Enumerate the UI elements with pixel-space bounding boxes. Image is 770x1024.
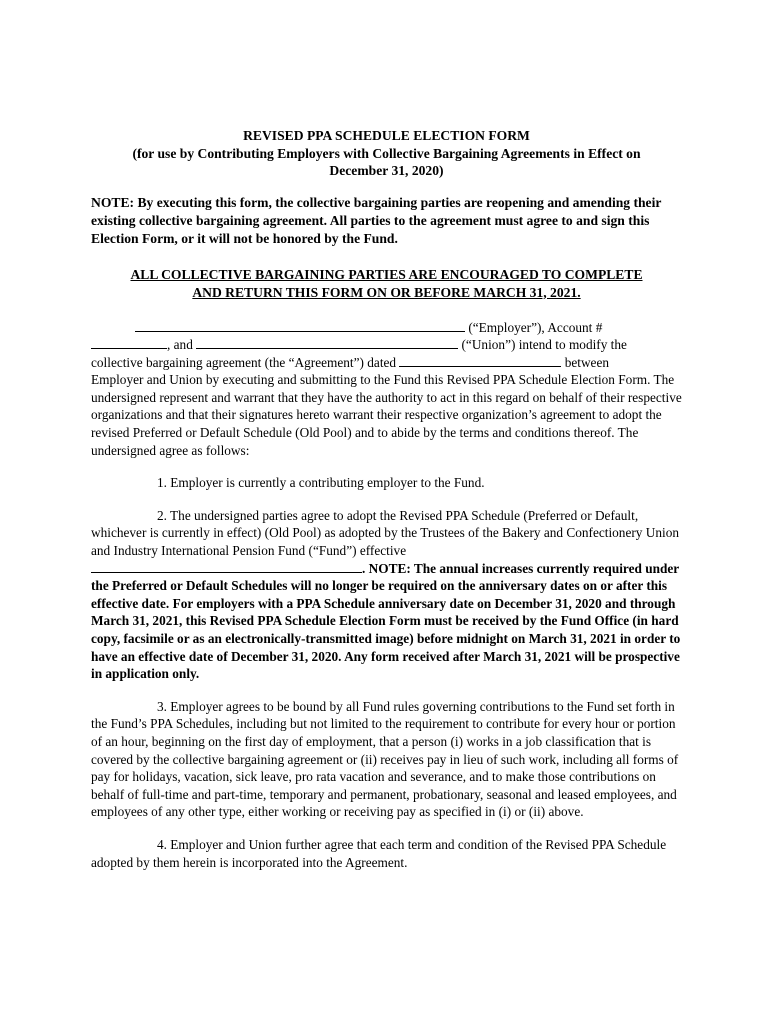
list-item-4: [91, 836, 682, 871]
deadline-notice-line1: ALL COLLECTIVE BARGAINING PARTIES ARE ENCOURAGED TO COMPLETE: [130, 266, 643, 282]
intro-paragraph: [91, 319, 682, 460]
union-label: (“Union”) intend to modify the: [458, 337, 627, 353]
deadline-notice-line2: AND RETURN THIS FORM ON OR BEFORE MARCH 31, 2021.: [192, 284, 581, 300]
union-name-field[interactable]: [196, 336, 458, 349]
agreement-date-field[interactable]: [399, 354, 561, 367]
effective-date-field[interactable]: [91, 560, 362, 573]
form-subtitle-line2: December 31, 2020): [329, 163, 444, 178]
account-number-field[interactable]: [91, 336, 167, 349]
list-item-2: [91, 507, 682, 683]
form-title: REVISED PPA SCHEDULE ELECTION FORM: [243, 128, 530, 143]
between-label: between: [561, 354, 610, 370]
intro-body-text: Employer and Union by executing and submitting to the Fund this Revised PPA Schedule Election Form. The undersigned represent and warrant that they have the authority to act in this regard on behalf of their respective organizations and that their signatures hereto warrant their respective organization’s agreement to adopt the revised Preferred or Default Schedule (Old Pool) and to abide by the terms and conditions thereof. The undersigned agree as follows:: [91, 372, 682, 458]
item-3-text: 3. Employer agrees to be bound by all Fund rules governing contributions to the Fund set forth in the Fund’s PPA Schedules, including but not limited to the requirement to contribute for every hour or portion of an hour, beginning on the first day of employment, that a person (i) works in a job classification that is covered by the collective bargaining agreement or (ii) receives pay in lieu of such work, including all forms of pay for holidays, vacation, sick leave, pro rata vacation and severance, and to make those contributions on behalf of full-time and part-time, temporary and permanent, probationary, seasonal and leased employees, and employees of any other type, either working or receiving pay as specified in (i) or (ii) above.: [91, 698, 679, 820]
agreement-label: collective bargaining agreement (the “Agreement”) dated: [91, 354, 400, 370]
item-4-text: 4. Employer and Union further agree that each term and condition of the Revised PPA Schedule adopted by them herein is incorporated into the Agreement.: [91, 836, 667, 870]
list-item-1: [91, 474, 682, 492]
item-1-text: 1. Employer is currently a contributing employer to the Fund.: [157, 475, 485, 491]
item-2-text: 2. The undersigned parties agree to adopt the Revised PPA Schedule (Preferred or Default, whichever is currently in effect) (Old Pool) as adopted by the Trustees of the Bakery and Confectionery Union and Industry International Pension Fund (“Fund”) effective: [91, 507, 679, 559]
deadline-notice: [91, 266, 682, 302]
item-2-bold-note: . NOTE: The annual increases currently required under the Preferred or Default Schedules will no longer be required on the anniversary dates on or after this effective date. For employers with a PPA Schedule anniversary date on December 31, 2020 and through March 31, 2021, this Revised PPA Schedule Election Form must be received by the Fund Office (in hard copy, facsimile or as an electronically-transmitted image) before midnight on March 31, 2021 in order to have an effective date of December 31, 2020. Any form received after March 31, 2021 will be prospective in application only.: [91, 560, 681, 682]
and-label: , and: [167, 337, 197, 353]
employer-name-field[interactable]: [135, 319, 465, 332]
employer-label: (“Employer”), Account #: [465, 319, 603, 335]
list-item-3: [91, 698, 682, 821]
form-subtitle-line1: (for use by Contributing Employers with Collective Bargaining Agreements in Effect on: [132, 145, 641, 161]
execution-note: NOTE: By executing this form, the collective bargaining parties are reopening and amending their existing collective bargaining agreement. All parties to the agreement must agree to and sign this Election Form, or it will not be honored by the Fund.: [91, 194, 662, 246]
form-header: [91, 127, 682, 180]
